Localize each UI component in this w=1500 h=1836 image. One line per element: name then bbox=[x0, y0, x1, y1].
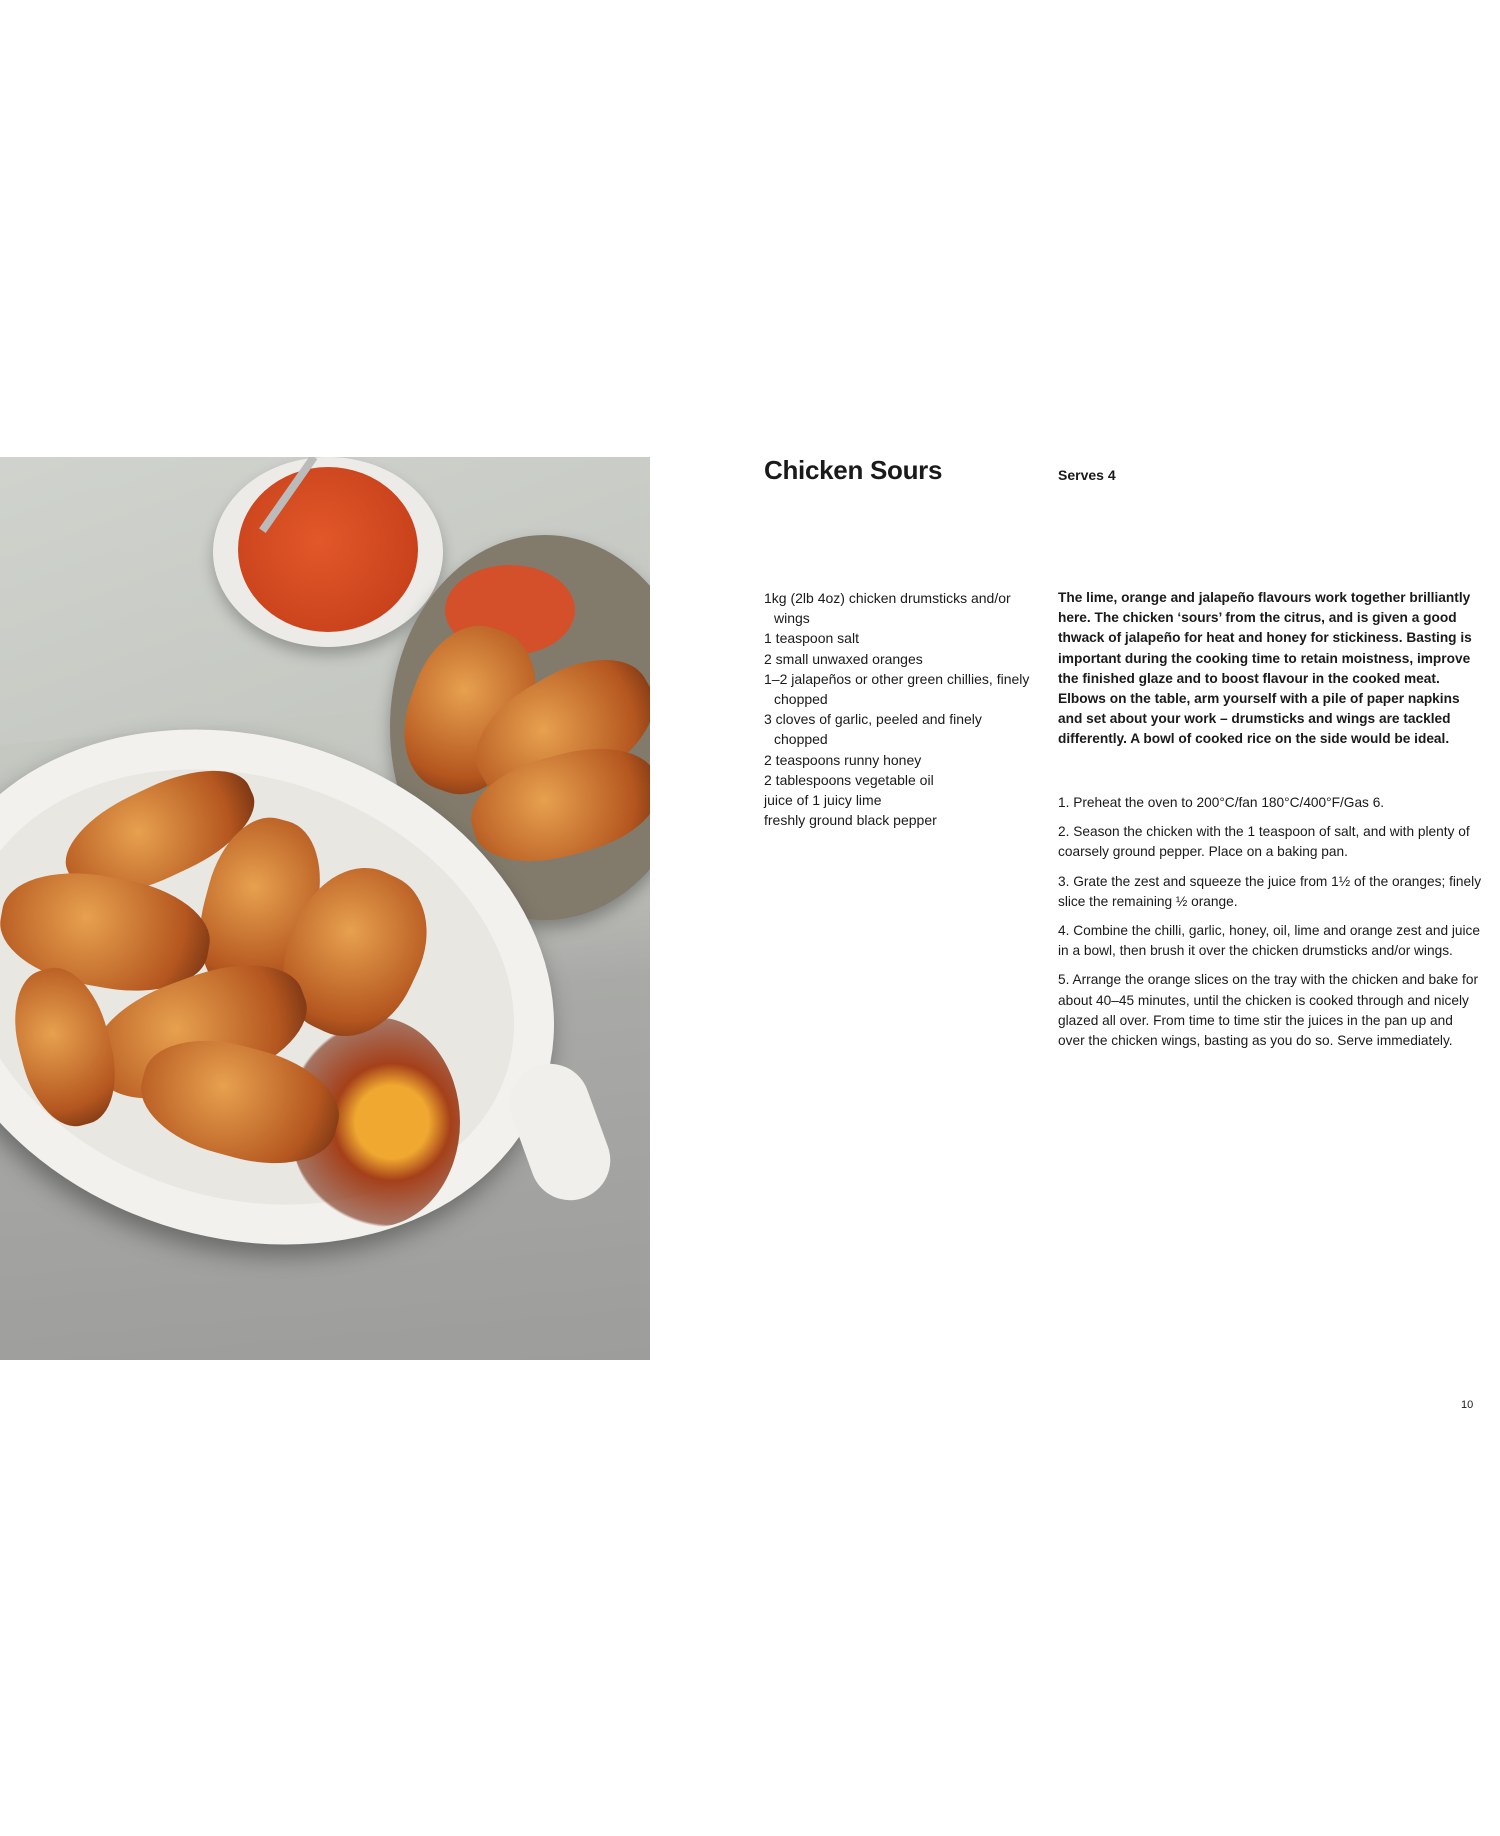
ingredient: 1–2 jalapeños or other green chillies, finely chopped bbox=[764, 670, 1030, 708]
method-steps bbox=[1058, 793, 1483, 1060]
sauce bbox=[238, 467, 418, 632]
recipe-photo bbox=[0, 457, 650, 1360]
ingredient: 2 tablespoons vegetable oil bbox=[764, 771, 934, 788]
ingredient: 1 teaspoon salt bbox=[764, 630, 859, 647]
ingredient: 3 cloves of garlic, peeled and finely chopped bbox=[764, 711, 982, 748]
ingredient-list bbox=[764, 588, 1034, 830]
ingredient: juice of 1 juicy lime bbox=[764, 792, 882, 809]
method-step: 3. Grate the zest and squeeze the juice from 1½ of the oranges; finely slice the remaining ½ orange. bbox=[1058, 873, 1482, 909]
ingredient: 2 teaspoons runny honey bbox=[764, 751, 922, 768]
serves-label: Serves 4 bbox=[1058, 467, 1116, 483]
method-step: 5. Arrange the orange slices on the tray with the chicken and bake for about 40–45 minutes, until the chicken is cooked through and nicely glazed all over. From time to time stir the juices in the pan up and over the chicken wings, basting as you do so. Serve immediately. bbox=[1058, 972, 1479, 1049]
ingredient: 2 small unwaxed oranges bbox=[764, 650, 923, 667]
method-step: 4. Combine the chilli, garlic, honey, oil, lime and orange zest and juice in a bowl, then brush it over the chicken drumsticks and/or wings. bbox=[1058, 923, 1481, 959]
sauce-bowl bbox=[213, 457, 443, 647]
ingredient: freshly ground black pepper bbox=[764, 812, 937, 829]
page-number: 10 bbox=[1461, 1399, 1474, 1411]
ingredient: 1kg (2lb 4oz) chicken drumsticks and/or wings bbox=[764, 590, 1011, 627]
method-step: 2. Season the chicken with the 1 teaspoon of salt, and with plenty of coarsely ground pepper. Place on a baking pan. bbox=[1058, 824, 1470, 860]
method-step: 1. Preheat the oven to 200°C/fan 180°C/400°F/Gas 6. bbox=[1058, 795, 1385, 810]
recipe-title: Chicken Sours bbox=[764, 455, 943, 485]
recipe-intro: The lime, orange and jalapeño flavours work together brilliantly here. The chicken ‘sours’ from the citrus, and is given a good thwack of jalapeño for heat and honey for stickiness. Basting is important during the cooking time to retain moistness, improve the finished glaze and to boost flavour in the cooked meat. Elbows on the table, arm yourself with a pile of paper napkins and set about your work – drumsticks and wings are tackled differently. A bowl of cooked rice on the side would be ideal. bbox=[1058, 590, 1472, 747]
